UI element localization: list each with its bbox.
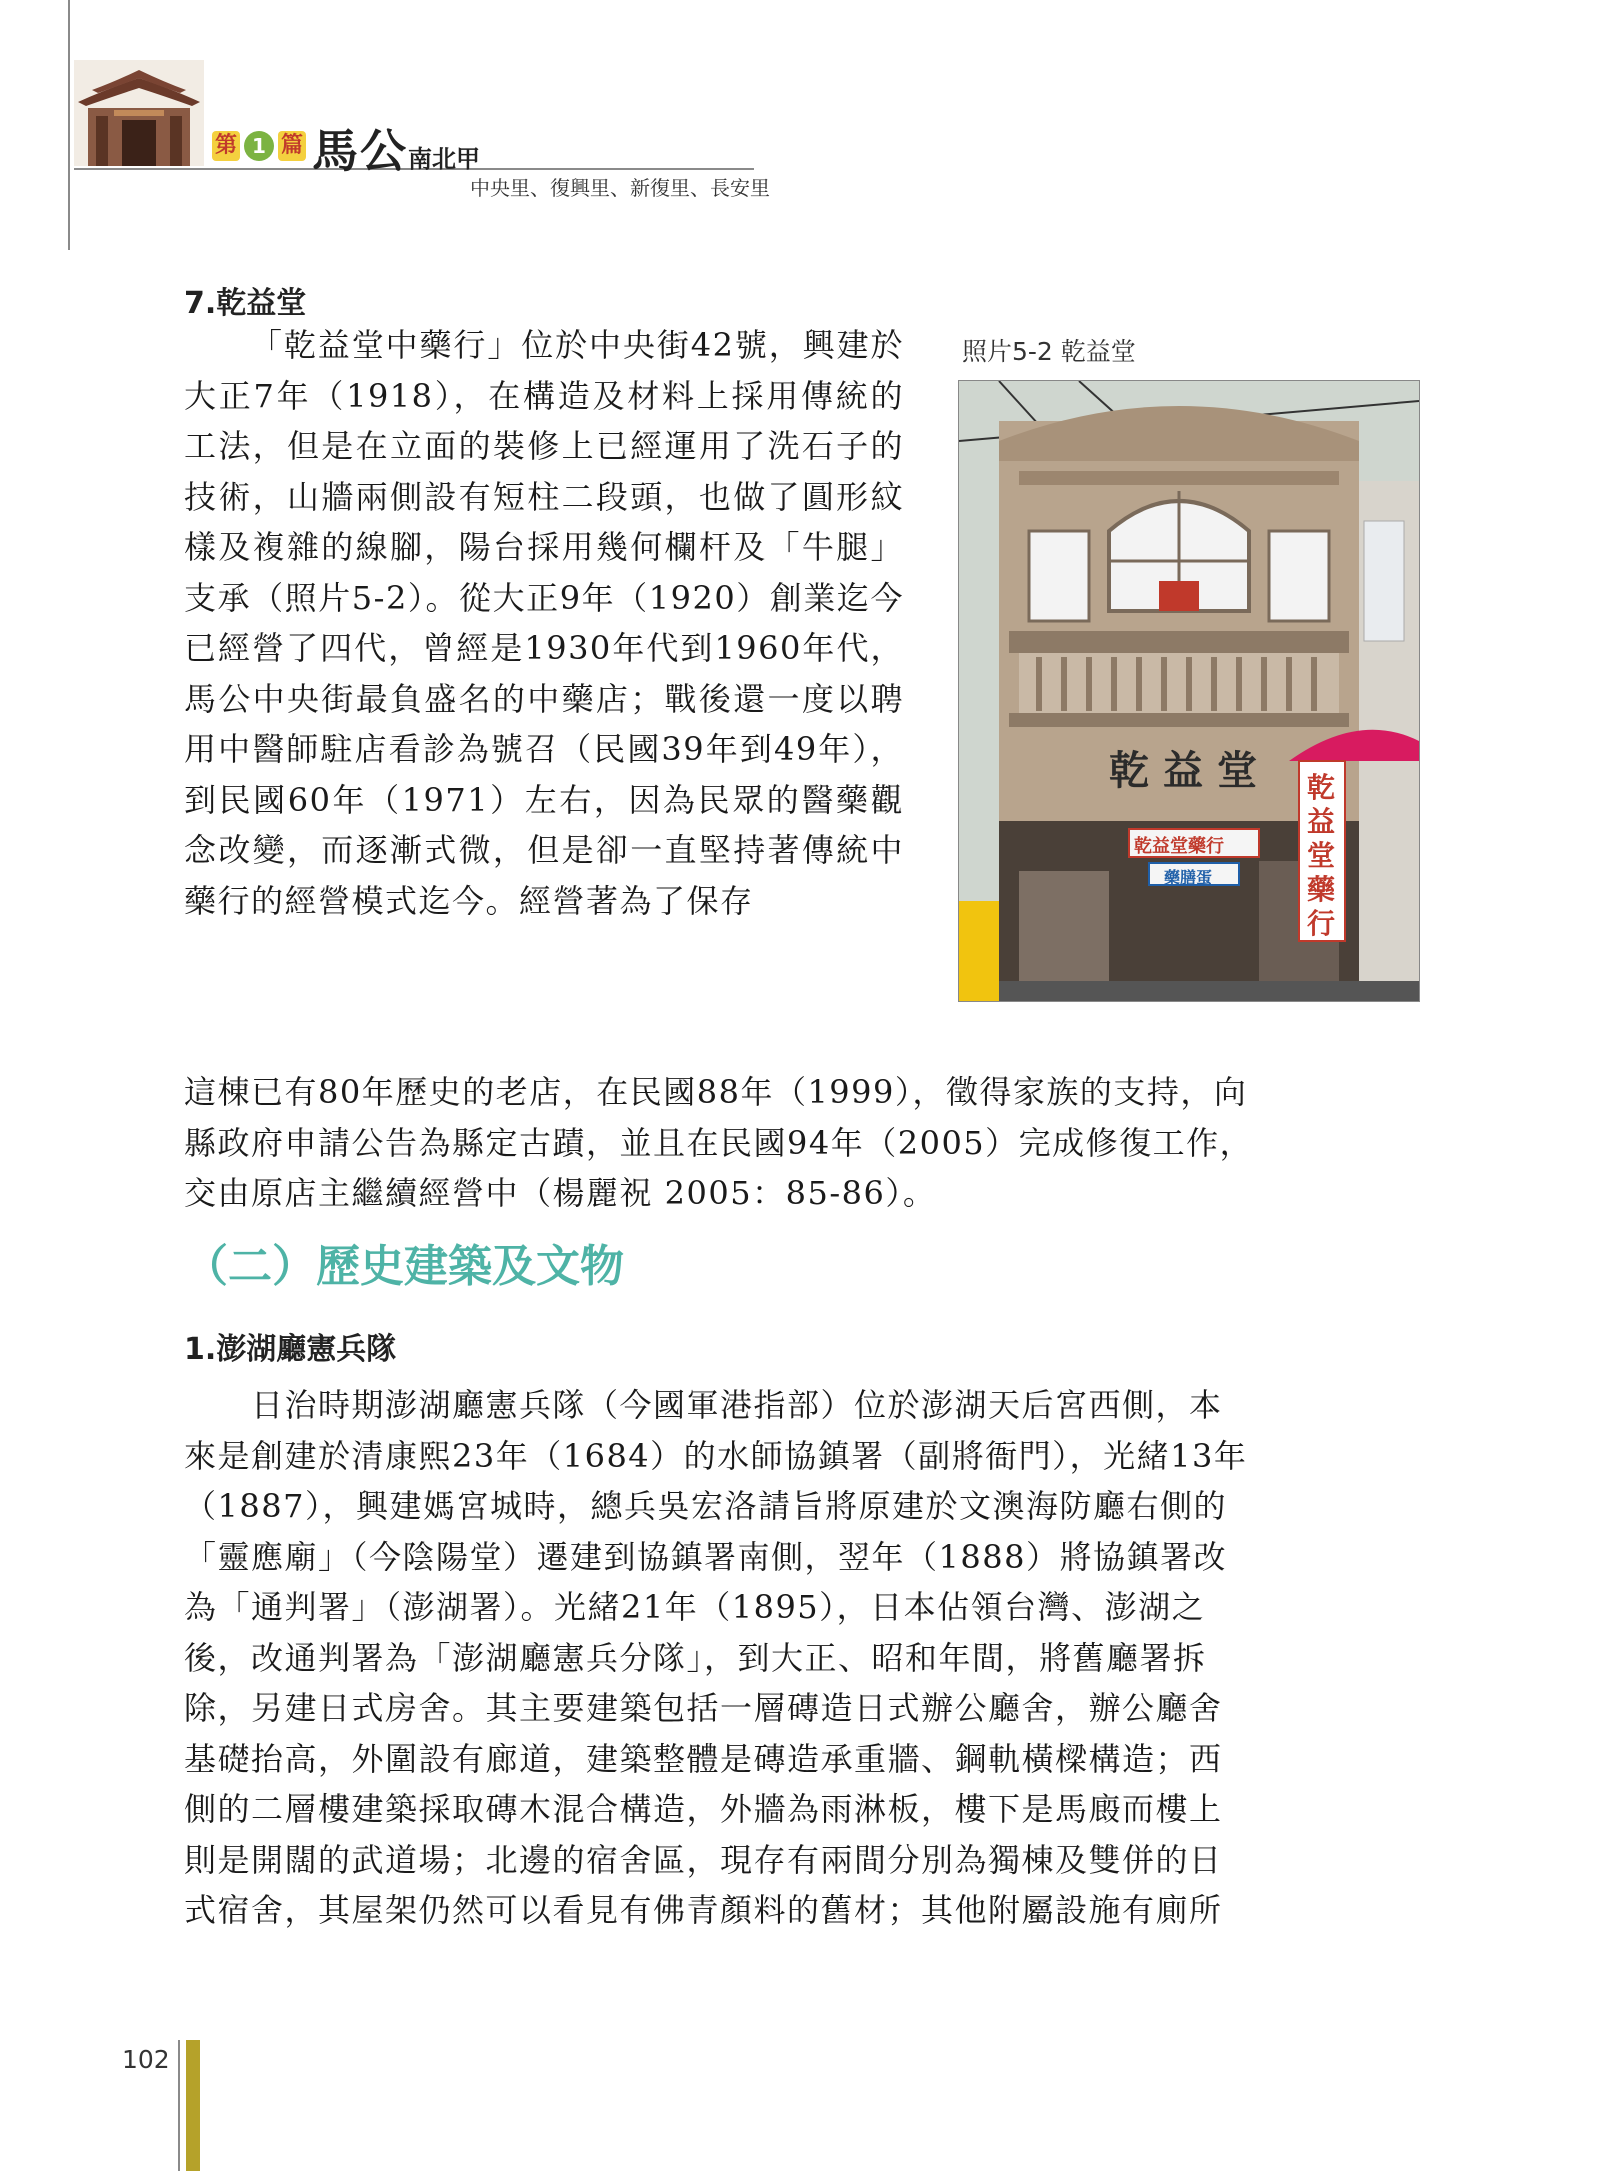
photo-caption: 照片5-2 乾益堂 xyxy=(962,337,1136,366)
paragraph-penghu-mp xyxy=(184,1380,1420,1936)
text-line: 後，改通判署為「澎湖廳憲兵分隊」，到大正、昭和年間，將舊廳署拆 xyxy=(184,1638,1207,1677)
photo-sign-main: 乾益堂 xyxy=(1109,747,1271,794)
book-title xyxy=(312,115,480,181)
photo-qianyitang-building xyxy=(958,380,1420,1002)
text-line: （1887），興建媽宮城時，總兵吳宏洛請旨將原建於文澳海防廳右側的 xyxy=(184,1487,1227,1525)
footer-rule xyxy=(178,2040,180,2171)
photo-sign-small: 藥膳蛋 xyxy=(1164,868,1213,887)
book-title-sub: 南北甲 xyxy=(408,144,480,173)
text-line: 基礎抬高，外圍設有廊道，建築整體是磚造承重牆、鋼軌橫樑構造；西 xyxy=(184,1739,1223,1778)
badge-prefix: 第 xyxy=(212,131,240,161)
photo-sign-shop: 乾益堂藥行 xyxy=(1134,836,1224,857)
temple-roof-icon xyxy=(74,60,204,166)
villages-subtitle: 中央里、復興里、新復里、長安里 xyxy=(470,176,770,200)
building-illustration xyxy=(959,381,1419,1001)
text-line: 縣政府申請公告為縣定古蹟，並且在民國94年（2005）完成修復工作， xyxy=(184,1123,1254,1162)
text-line: 為「通判署」（澎湖署）。光緒21年（1895），日本佔領台灣、澎湖之 xyxy=(184,1588,1206,1626)
section-heading-7: 7.乾益堂 xyxy=(184,286,307,321)
paragraph-qianyitang-continued xyxy=(184,1067,1420,1219)
paragraph-qianyitang: 「乾益堂中藥行」位於中央街42號，興建於大正7年（1918），在構造及材料上採用傳統的工法，但是在立面的裝修上已經運用了洗石子的技術，山牆兩側設有短柱二段頭，也做了圓形紋樣及複雜的線腳，陽台採用幾何欄杆及「牛腿」支承（照片5-2）。從大正9年（1920）創業迄今已經營了四代，曾經是1930年代到1960年代，馬公中央街最負盛名的中藥店；戰後還一度以聘用中醫師駐店看診為號召（民國39年到49年），到民國60年（1971）左右，因為民眾的醫藥觀念改變，而逐漸式微，但是卻一直堅持著傳統中藥行的經營模式迄今。經營著為了保存 xyxy=(184,326,904,920)
text-line: 日治時期澎湖廳憲兵隊（今國軍港指部）位於澎湖天后宮西側，本 xyxy=(184,1386,1223,1424)
text-line: 式宿舍，其屋架仍然可以看見有佛青顏料的舊材；其他附屬設施有廁所 xyxy=(184,1891,1223,1929)
text-line: 交由原店主繼續經營中（楊麗祝 2005：85-86）。 xyxy=(184,1174,937,1212)
text-line: 「靈應廟」（今陰陽堂）遷建到協鎮署南側，翌年（1888）將協鎮署改 xyxy=(184,1537,1227,1576)
footer-accent-bar xyxy=(186,2040,200,2171)
photo-sign-vertical: 乾益堂藥行 xyxy=(1307,771,1336,940)
header-vertical-rule xyxy=(68,0,70,250)
text-line: 則是開闊的武道場；北邊的宿舍區，現存有兩間分別為獨棟及雙併的日 xyxy=(184,1840,1223,1879)
text-line: 除，另建日式房舍。其主要建築包括一層磚造日式辦公廳舍，辦公廳舍 xyxy=(184,1689,1223,1727)
chapter-badge xyxy=(212,128,306,164)
text-line: 來是創建於清康熙23年（1684）的水師協鎮署（副將衙門），光緒13年 xyxy=(184,1436,1248,1475)
text-line: 這棟已有80年歷史的老店，在民國88年（1999），徵得家族的支持，向 xyxy=(184,1073,1248,1111)
badge-number: 1 xyxy=(244,131,274,161)
page-number: 102 xyxy=(122,2045,170,2074)
section-heading-historic-buildings: （二）歷史建築及文物 xyxy=(184,1241,624,1292)
text-line: 側的二層樓建築採取磚木混合構造，外牆為雨淋板，樓下是馬廄而樓上 xyxy=(184,1790,1223,1828)
badge-suffix: 篇 xyxy=(278,131,306,161)
subsection-heading-penghu-mp: 1.澎湖廳憲兵隊 xyxy=(184,1332,397,1367)
book-title-main: 馬公 xyxy=(312,124,408,178)
